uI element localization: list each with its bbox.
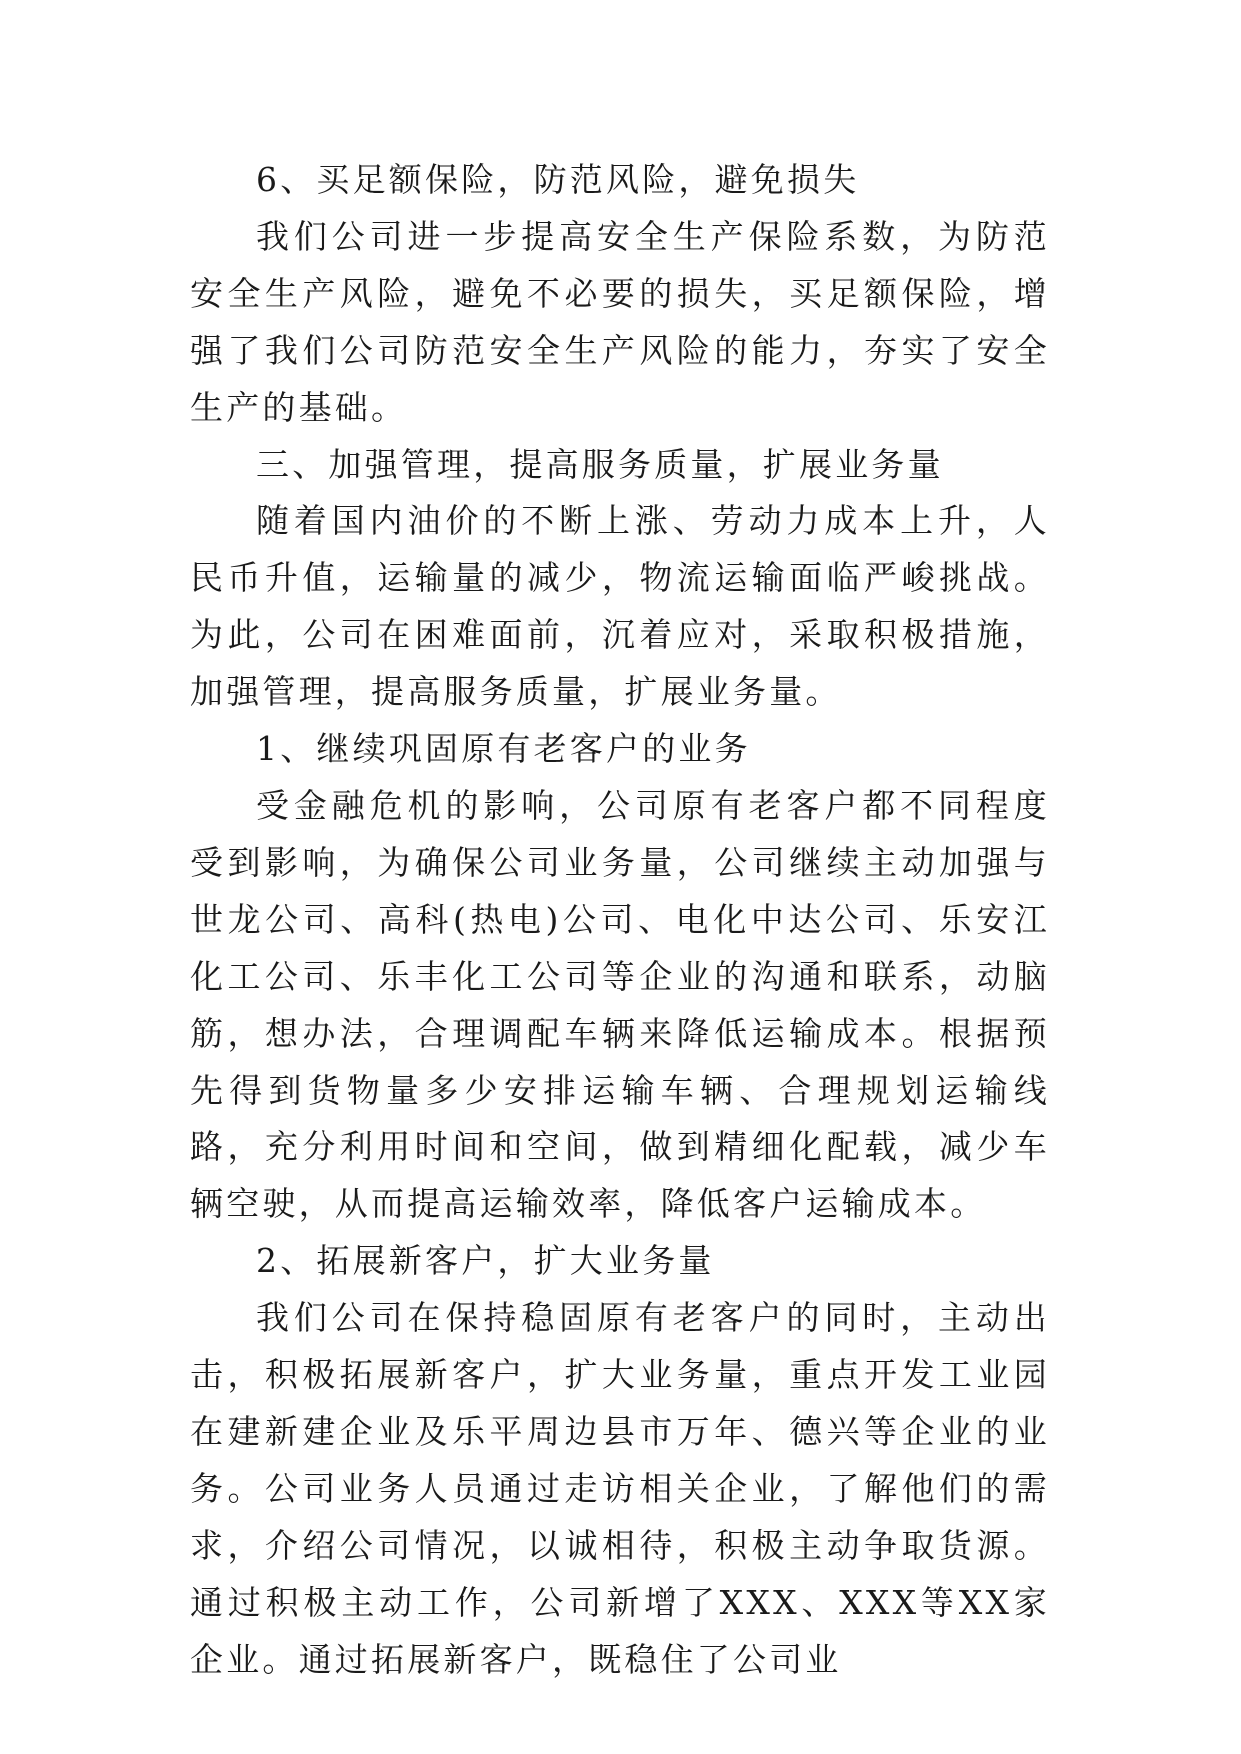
paragraph-new-clients: 我们公司在保持稳固原有老客户的同时，主动出击，积极拓展新客户，扩大业务量，重点开发工业园在建新建企业及乐平周边县市万年、德兴等企业的业务。公司业务人员通过走访相关企业，了解他们的需求，介绍公司情况，以诚相待，积极主动争取货源。通过积极主动工作，公司新增了XXX、XXX等XX家企业。通过拓展新客户，既稳住了公司业 — [190, 1298, 1050, 1679]
document-body — [190, 152, 1050, 1688]
section-heading-old-clients: 1、继续巩固原有老客户的业务 — [256, 729, 751, 769]
paragraph-insurance: 我们公司进一步提高安全生产保险系数，为防范安全生产风险，避免不必要的损失，买足额保险，增强了我们公司防范安全生产风险的能力，夯实了安全生产的基础。 — [190, 216, 1050, 427]
section-heading-management: 三、加强管理，提高服务质量，扩展业务量 — [256, 444, 944, 484]
section-heading-new-clients: 2、拓展新客户，扩大业务量 — [256, 1241, 715, 1281]
paragraph-management: 随着国内油价的不断上涨、劳动力成本上升，人民币升值，运输量的减少，物流运输面临严峻挑战。为此，公司在困难面前，沉着应对，采取积极措施，加强管理，提高服务质量，扩展业务量。 — [190, 501, 1050, 712]
section-heading-insurance: 6、买足额保险，防范风险，避免损失 — [256, 160, 860, 199]
paragraph-old-clients: 受金融危机的影响，公司原有老客户都不同程度受到影响，为确保公司业务量，公司继续主动加强与世龙公司、高科(热电)公司、电化中达公司、乐安江化工公司、乐丰化工公司等企业的沟通和联系，动脑筋，想办法，合理调配车辆来降低运输成本。根据预先得到货物量多少安排运输车辆、合理规划运输线路，充分利用时间和空间，做到精细化配载，减少车辆空驶，从而提高运输效率，降低客户运输成本。 — [190, 785, 1050, 1224]
